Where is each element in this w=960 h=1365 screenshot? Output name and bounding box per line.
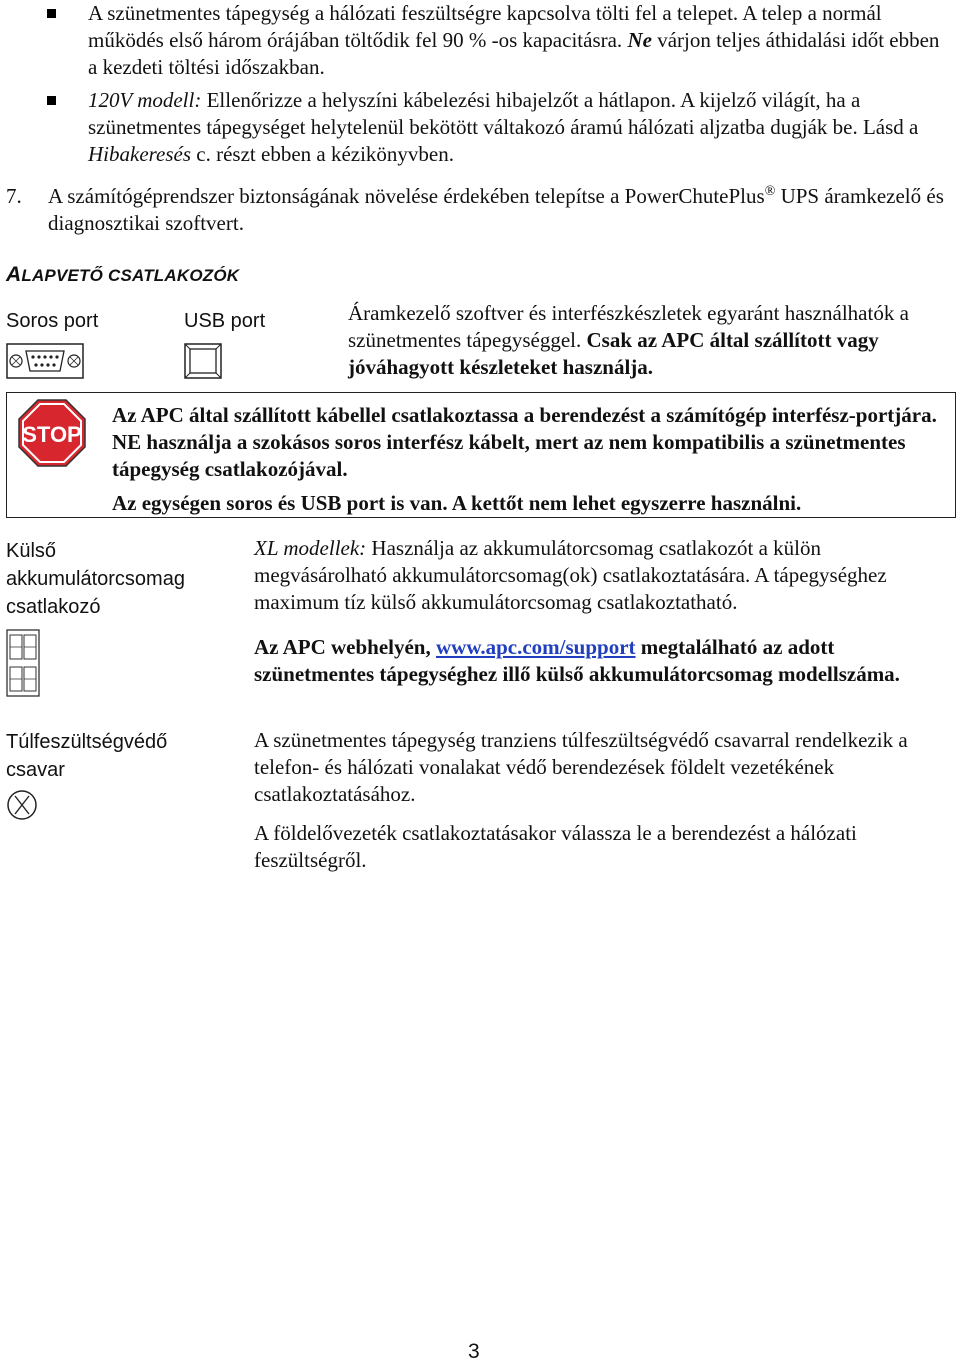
battery-web-text	[254, 634, 944, 688]
usb-port-label: USB port	[184, 310, 266, 332]
bullet-marker	[47, 9, 56, 18]
apc-support-link[interactable]: www.apc.com/support	[436, 635, 636, 659]
model-120v-end: c. részt ebben a kézikönyvben.	[196, 142, 455, 166]
surge-text-2: A földelővezeték csatlakoztatásakor válassza le a berendezést a hálózati feszültségről.	[254, 821, 857, 872]
serial-port-icon	[6, 343, 84, 386]
charging-text-rest: várjon teljes áthidalási időt ebben a kezdeti töltési időszakban.	[88, 28, 940, 79]
surge-screw-icon	[6, 789, 38, 828]
stop-sign-text: STOP	[22, 422, 82, 447]
surge-screw-label: Túlfeszültségvédő csavar	[6, 731, 168, 781]
section-heading	[6, 261, 239, 289]
web-text-b: megtalálható az adott szünetmentes tápegységhez illő külső akkumulátorcsomag modellszáma.	[254, 635, 900, 686]
bullet-marker	[47, 96, 56, 105]
registered-mark: ®	[764, 184, 776, 199]
model-120v-text: Ellenőrizze a helyszíni kábelezési hibajelzőt a hátlapon. A kijelző világít, ha a szünetmentes tápegységet helytelenül bekötött váltakozó áramú hálózati aljzatba dugják be. Lásd a	[88, 88, 919, 139]
charging-ne: Ne	[627, 28, 652, 52]
troubleshooting-ref: Hibakeresés	[88, 142, 192, 166]
battery-connector-label: Külső akkumulátorcsomag csatlakozó	[6, 540, 185, 618]
battery-xl-text	[254, 535, 944, 616]
section-heading-first: A	[6, 263, 22, 286]
ports-description	[348, 300, 953, 381]
bullet-item-120v	[88, 87, 953, 168]
model-120v-label: 120V modell:	[88, 88, 202, 112]
surge-text-1: A szünetmentes tápegység tranziens túlfeszültségvédő csavarral rendelkezik a telefon- és hálózati vonalakat védő berendezések földelt vezetékének csatlakoztatásához.	[254, 728, 908, 806]
step-7-text-b: UPS áramkezelő és diagnosztikai szoftvert.	[48, 184, 944, 235]
battery-connector-icon	[6, 629, 40, 704]
bullet-item-charging	[88, 0, 953, 81]
step-number: 7.	[6, 184, 22, 208]
web-text-a: Az APC webhelyén,	[254, 635, 431, 659]
xl-models-text: Használja az akkumulátorcsomag csatlakozót a külön megvásárolható akkumulátorcsomag(ok) csatlakoztatására. A tápegységhez maximum tíz külső akkumulátorcsomag csatlakoztatható.	[254, 536, 887, 614]
xl-models-label: XL modellek:	[254, 536, 367, 560]
warning-text-1: Az APC által szállított kábellel csatlakoztassa a berendezést a számítógép interfész-portjára. NE használja a szokásos soros interfész kábelt, mert az nem kompatibilis a szünetmentes tápegység csatlakozójával.	[112, 403, 937, 481]
usb-port-icon	[184, 343, 222, 386]
step-7-text-a: A számítógéprendszer biztonságának növelése érdekében telepítse a PowerChutePlus	[48, 184, 765, 208]
warning-text-2: Az egységen soros és USB port is van. A kettőt nem lehet egyszerre használni.	[112, 491, 802, 515]
serial-port-label: Soros port	[6, 310, 99, 332]
section-heading-rest: LAPVETŐ CSATLAKOZÓK	[21, 266, 240, 285]
ports-desc-bold: Csak az APC által szállított vagy jóváhagyott készleteket használja.	[348, 328, 879, 379]
charging-text: A szünetmentes tápegység a hálózati feszültségre kapcsolva tölti fel a telepet. A telep a normál működés első három órájában töltődik fel 90 % -os kapacitásra.	[88, 1, 882, 52]
ports-desc-text: Áramkezelő szoftver és interfészkészletek egyaránt használhatók a szünetmentes tápegységgel.	[348, 301, 909, 352]
page-number: 3	[468, 1340, 480, 1363]
stop-sign-icon	[17, 398, 87, 475]
step-7-text	[48, 183, 948, 237]
